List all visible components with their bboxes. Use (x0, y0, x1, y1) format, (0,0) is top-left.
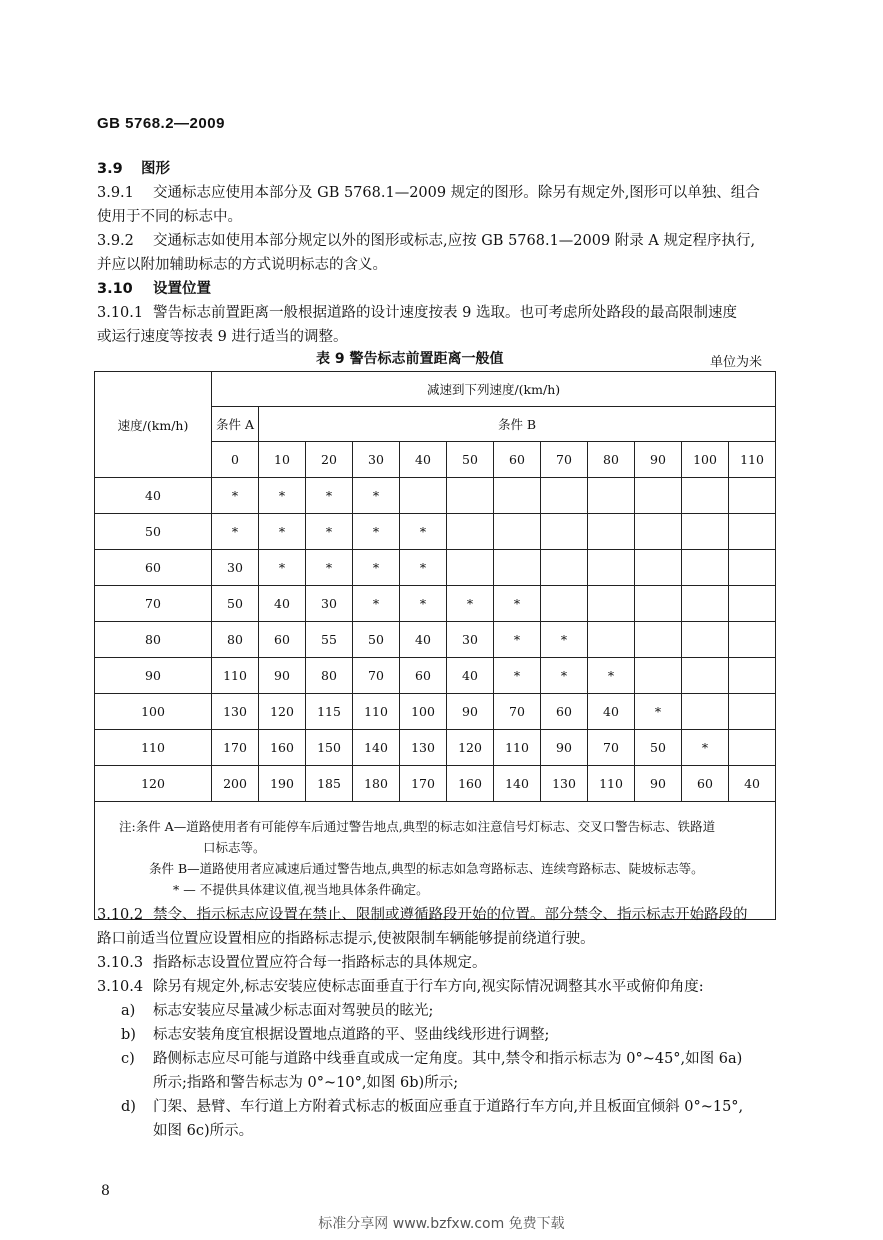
clause-number: 3.10.4 (97, 979, 144, 995)
table-cell (588, 478, 635, 514)
table-cell: 90 (541, 730, 588, 766)
table-cell: 80 (212, 622, 259, 658)
table-row (95, 586, 776, 622)
col-header: 40 (400, 442, 447, 478)
list-item-text: 路侧标志应尽可能与道路中线垂直或成一定角度。其中,禁令和指示标志为 0°~45°,如图 6a) (153, 1051, 743, 1067)
row-speed-cell: 40 (95, 478, 212, 514)
list-item-d-line2: 如图 6c)所示。 (153, 1123, 254, 1139)
table-cell: 130 (212, 694, 259, 730)
list-item-label: b) (121, 1027, 136, 1043)
section-number: 3.10 (97, 281, 133, 297)
table-cell (447, 514, 494, 550)
watermark: 标准分享网 www.bzfxw.com 免费下载 (318, 1216, 565, 1232)
table-cell: 185 (306, 766, 353, 802)
note-line: 条件 B—道路使用者应减速后通过警告地点,典型的标志如急弯路标志、连续弯路标志、陡坡标志等。 (149, 861, 704, 876)
table-cell: 90 (447, 694, 494, 730)
table-row (95, 730, 776, 766)
table-cell: 40 (259, 586, 306, 622)
table-cell: 110 (588, 766, 635, 802)
table-cell: 60 (682, 766, 729, 802)
col-header: 110 (729, 442, 776, 478)
list-item-label: d) (121, 1099, 136, 1115)
section-3-9-heading (97, 157, 170, 178)
table-cell (682, 622, 729, 658)
table-cell: 40 (588, 694, 635, 730)
table-cell: 90 (635, 766, 682, 802)
table-cell: 115 (306, 694, 353, 730)
clause-3-10-4 (97, 975, 704, 996)
col-header: 10 (259, 442, 306, 478)
table-cell: * (635, 694, 682, 730)
table-cell: 70 (588, 730, 635, 766)
row-speed-cell: 120 (95, 766, 212, 802)
clause-text: 指路标志设置位置应符合每一指路标志的具体规定。 (153, 955, 487, 971)
table-cell: 90 (259, 658, 306, 694)
clause-3-9-2-line2: 并应以附加辅助标志的方式说明标志的含义。 (97, 257, 387, 273)
table-unit: 单位为米 (710, 355, 763, 370)
list-item-c-line2: 所示;指路和警告标志为 0°~10°,如图 6b)所示; (153, 1075, 459, 1091)
table-row (95, 766, 776, 802)
clause-3-10-1-line1 (97, 301, 737, 322)
table-cell: 60 (259, 622, 306, 658)
table-cell (541, 478, 588, 514)
clause-number: 3.10.2 (97, 907, 144, 923)
table-cell (682, 694, 729, 730)
clause-3-10-2-line2: 路口前适当位置应设置相应的指路标志提示,使被限制车辆能够提前绕道行驶。 (97, 931, 595, 947)
section-number: 3.9 (97, 161, 123, 177)
col-header: 70 (541, 442, 588, 478)
decel-header: 减速到下列速度/(km/h) (212, 372, 776, 407)
table-cell: * (494, 658, 541, 694)
table-cell (635, 586, 682, 622)
clause-text: 警告标志前置距离一般根据道路的设计速度按表 9 选取。也可考虑所处路段的最高限制速度 (153, 305, 737, 321)
table-cell: 150 (306, 730, 353, 766)
table-cell: 140 (353, 730, 400, 766)
table-row (95, 478, 776, 514)
list-item-text: 标志安装应尽量减少标志面对驾驶员的眩光; (153, 1003, 434, 1019)
table-9 (94, 371, 776, 920)
table-cell: 140 (494, 766, 541, 802)
section-title: 设置位置 (153, 281, 211, 297)
table-cell: 50 (212, 586, 259, 622)
table-cell (541, 514, 588, 550)
table-cell: 40 (729, 766, 776, 802)
clause-text: 禁令、指示标志应设置在禁止、限制或遵循路段开始的位置。部分禁令、指示标志开始路段的 (153, 907, 748, 923)
table-cell: 60 (400, 658, 447, 694)
table-cell (541, 586, 588, 622)
table-cell (682, 550, 729, 586)
table-cell: * (306, 478, 353, 514)
row-speed-cell: 70 (95, 586, 212, 622)
table-cell (635, 622, 682, 658)
col-header: 80 (588, 442, 635, 478)
table-cell (729, 658, 776, 694)
row-speed-cell: 50 (95, 514, 212, 550)
list-item-label: a) (121, 1003, 136, 1019)
clause-text: 交通标志如使用本部分规定以外的图形或标志,应按 GB 5768.1—2009 附录 A 规定程序执行, (153, 233, 756, 249)
table-cell (635, 478, 682, 514)
table-cell (729, 550, 776, 586)
table-cell (729, 586, 776, 622)
table-cell: * (682, 730, 729, 766)
table-cell (494, 478, 541, 514)
table-cell: * (400, 586, 447, 622)
list-item-text: 门架、悬臂、车行道上方附着式标志的板面应垂直于道路行车方向,并且板面宜倾斜 0°~15°, (153, 1099, 744, 1115)
table-cell: 160 (447, 766, 494, 802)
condition-b-header: 条件 B (259, 407, 776, 442)
list-item-text: 标志安装角度宜根据设置地点道路的平、竖曲线线形进行调整; (153, 1027, 550, 1043)
clause-3-9-1-line2: 使用于不同的标志中。 (97, 209, 242, 225)
table-cell (588, 586, 635, 622)
page-number: 8 (101, 1183, 110, 1199)
table-cell: 50 (353, 622, 400, 658)
table-notes (95, 802, 776, 920)
clause-3-10-2-line1 (97, 903, 748, 924)
clause-text: 交通标志应使用本部分及 GB 5768.1—2009 规定的图形。除另有规定外,图形可以单独、组合 (153, 185, 760, 201)
table-cell: 70 (353, 658, 400, 694)
table-cell: 200 (212, 766, 259, 802)
table-cell: 40 (447, 658, 494, 694)
standard-number: GB 5768.2—2009 (97, 115, 225, 132)
list-item-a (121, 999, 433, 1020)
table-cell: * (353, 514, 400, 550)
list-item-b (121, 1023, 549, 1044)
table-cell: 120 (259, 694, 306, 730)
table-cell: 80 (306, 658, 353, 694)
table-cell: 50 (635, 730, 682, 766)
note-line: 注:条件 A—道路使用者有可能停车后通过警告地点,典型的标志如注意信号灯标志、交叉口警告标志、铁路道 (119, 819, 716, 834)
table-cell: * (400, 514, 447, 550)
table-cell: * (494, 622, 541, 658)
table-cell: * (306, 550, 353, 586)
table-cell (635, 514, 682, 550)
table-cell: 30 (447, 622, 494, 658)
table-cell: 180 (353, 766, 400, 802)
table-cell (682, 478, 729, 514)
table-cell (494, 550, 541, 586)
table-cell: 120 (447, 730, 494, 766)
table-caption: 表 9 警告标志前置距离一般值 (316, 351, 504, 367)
table-cell (635, 550, 682, 586)
table-cell: * (212, 514, 259, 550)
list-item-d (121, 1095, 743, 1116)
table-cell: 170 (400, 766, 447, 802)
table-cell (682, 658, 729, 694)
table-cell: 70 (494, 694, 541, 730)
table-cell: 110 (212, 658, 259, 694)
table-cell (729, 622, 776, 658)
clause-3-9-2-line1 (97, 229, 755, 250)
table-cell: 190 (259, 766, 306, 802)
table-cell: 30 (212, 550, 259, 586)
row-speed-cell: 90 (95, 658, 212, 694)
table-cell (729, 730, 776, 766)
table-cell (400, 478, 447, 514)
table-cell: 60 (541, 694, 588, 730)
col-header: 60 (494, 442, 541, 478)
table-cell (588, 514, 635, 550)
table-cell (494, 514, 541, 550)
col-header: 90 (635, 442, 682, 478)
table-row (95, 658, 776, 694)
clause-number: 3.9.2 (97, 233, 134, 249)
table-cell (682, 586, 729, 622)
table-cell: 130 (541, 766, 588, 802)
clause-3-10-3 (97, 951, 487, 972)
note-line: * — 不提供具体建议值,视当地具体条件确定。 (173, 882, 429, 897)
table-cell: 160 (259, 730, 306, 766)
row-speed-cell: 110 (95, 730, 212, 766)
table-cell (729, 694, 776, 730)
table-cell: * (541, 622, 588, 658)
table-cell (729, 478, 776, 514)
table-cell: 110 (353, 694, 400, 730)
col-header: 20 (306, 442, 353, 478)
list-item-label: c) (121, 1051, 135, 1067)
col-header: 30 (353, 442, 400, 478)
row-speed-cell: 60 (95, 550, 212, 586)
table-cell: 110 (494, 730, 541, 766)
table-cell (729, 514, 776, 550)
clause-number: 3.10.3 (97, 955, 144, 971)
table-cell: * (212, 478, 259, 514)
section-title: 图形 (141, 161, 170, 177)
list-item-c (121, 1047, 742, 1068)
table-row (95, 550, 776, 586)
speed-header: 速度/(km/h) (95, 372, 212, 478)
table-cell (447, 550, 494, 586)
table-cell: 55 (306, 622, 353, 658)
table-cell: * (353, 586, 400, 622)
table-cell: * (541, 658, 588, 694)
table-cell: 130 (400, 730, 447, 766)
table-row (95, 514, 776, 550)
table-cell: 40 (400, 622, 447, 658)
table-cell: * (306, 514, 353, 550)
section-3-10-heading (97, 277, 211, 298)
table-cell: * (447, 586, 494, 622)
table-cell (588, 550, 635, 586)
table-cell: * (400, 550, 447, 586)
col-header: 0 (212, 442, 259, 478)
clause-3-10-1-line2: 或运行速度等按表 9 进行适当的调整。 (97, 329, 348, 345)
table-cell (635, 658, 682, 694)
table-cell (447, 478, 494, 514)
col-header: 100 (682, 442, 729, 478)
table-cell: * (353, 478, 400, 514)
table-row (95, 622, 776, 658)
row-speed-cell: 100 (95, 694, 212, 730)
table-cell (588, 622, 635, 658)
table-cell: * (259, 550, 306, 586)
row-speed-cell: 80 (95, 622, 212, 658)
clause-number: 3.9.1 (97, 185, 134, 201)
table-cell (541, 550, 588, 586)
note-line: 口标志等。 (203, 840, 266, 855)
clause-text: 除另有规定外,标志安装应使标志面垂直于行车方向,视实际情况调整其水平或俯仰角度: (153, 979, 704, 995)
table-cell: * (353, 550, 400, 586)
table-cell: * (259, 478, 306, 514)
table-cell: 30 (306, 586, 353, 622)
table-cell: 100 (400, 694, 447, 730)
table-cell: 170 (212, 730, 259, 766)
table-cell: * (259, 514, 306, 550)
condition-a-header: 条件 A (212, 407, 259, 442)
table-cell (682, 514, 729, 550)
clause-3-9-1-line1 (97, 181, 760, 202)
col-header: 50 (447, 442, 494, 478)
clause-number: 3.10.1 (97, 305, 144, 321)
table-row (95, 694, 776, 730)
table-cell: * (588, 658, 635, 694)
table-cell: * (494, 586, 541, 622)
